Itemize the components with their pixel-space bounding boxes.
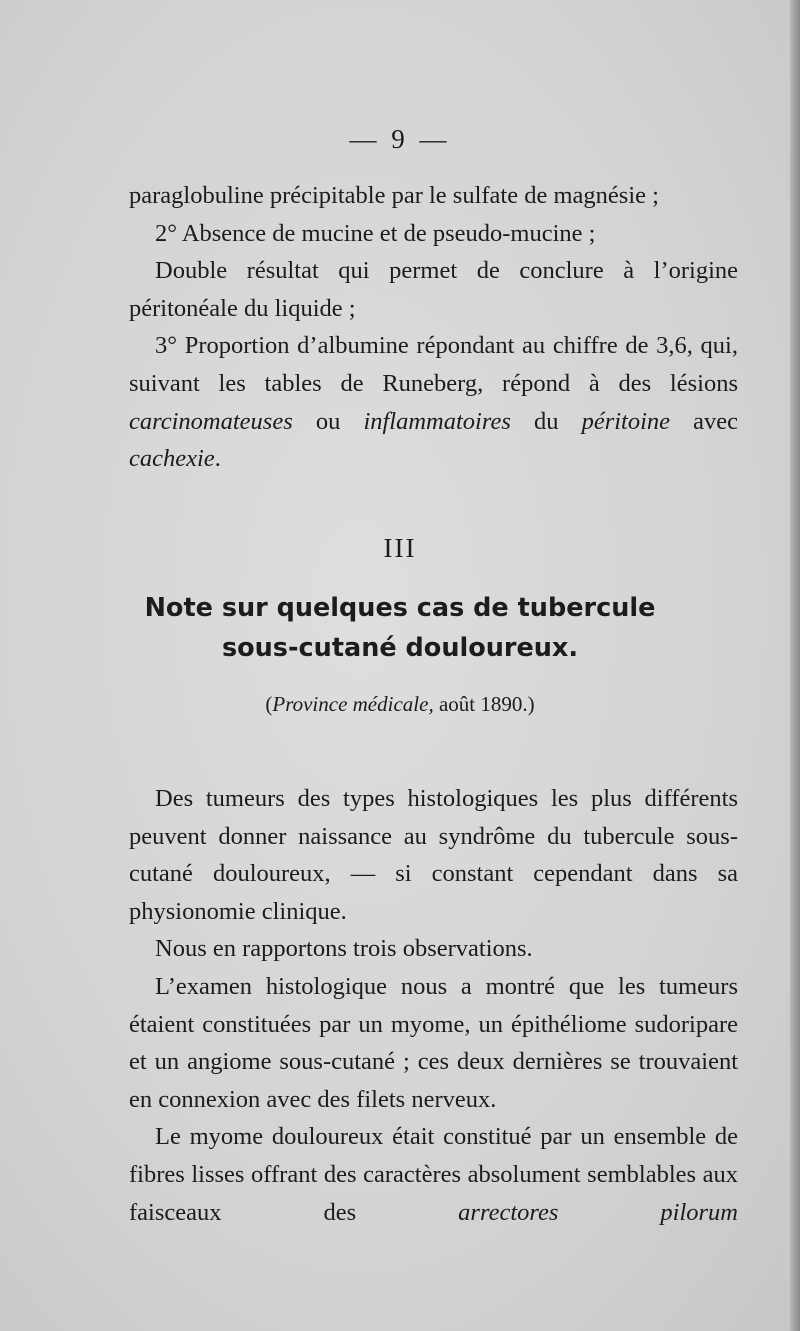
italic-cachexie: cachexie bbox=[129, 445, 215, 473]
italic-inflammatoires: inflammatoires bbox=[363, 407, 511, 435]
paragraph-2: Nous en rapportons trois observations. bbox=[155, 935, 533, 963]
source-paren: ( bbox=[265, 692, 273, 716]
intro-line: paraglobuline précipitable par le sulfate de magnésie ; bbox=[129, 182, 659, 209]
item3-text-ou: ou bbox=[292, 407, 364, 435]
list-item-2: 2° Absence de mucine et de pseudo-mucine ; bbox=[155, 219, 596, 247]
page-number: — 9 — bbox=[349, 124, 451, 154]
item3-text-du: du bbox=[510, 407, 582, 435]
paragraph-4-text: Le myome douloureux était constitué par un ensemble de fibres lisses offrant des caractères absolument semblables aux faisceaux des bbox=[129, 1123, 738, 1226]
item3-period: . bbox=[214, 445, 221, 473]
conclusion-paragraph: Double résultat qui permet de conclure à l’origine péritonéale du liquide ; bbox=[129, 257, 738, 322]
body-text bbox=[129, 780, 738, 1231]
italic-arrectores-pilorum: arrectores pilorum bbox=[458, 1198, 738, 1226]
item3-text: 3° Proportion d’albumine répondant au chiffre de 3,6, qui, suivant les tables de Runeberg, répond à des lésions bbox=[129, 332, 738, 397]
source-date: août 1890.) bbox=[433, 692, 535, 716]
italic-peritoine: péritoine bbox=[581, 407, 671, 435]
section-title bbox=[0, 588, 800, 668]
section-title-line-1: Note sur quelques cas de tubercule bbox=[144, 593, 656, 623]
paragraph-3: L’examen histologique nous a montré que les tumeurs étaient constituées par un myome, un épithéliome sudoripare et un angiome sous-cutané ; ces deux dernières se trouvaient en connexion avec des filets nerveux. bbox=[129, 972, 738, 1113]
section-numeral: III bbox=[383, 533, 417, 563]
source-citation bbox=[0, 692, 800, 717]
paragraph-4 bbox=[129, 1118, 738, 1231]
item3-text-avec: avec bbox=[670, 407, 739, 435]
section-title-line-2: sous-cutané douloureux. bbox=[221, 633, 579, 663]
source-journal: Province médicale, bbox=[272, 692, 434, 716]
list-item-3 bbox=[129, 327, 738, 477]
intro-text bbox=[129, 177, 738, 478]
italic-carcinomateuses: carcinomateuses bbox=[129, 407, 293, 435]
paragraph-1: Des tumeurs des types histologiques les plus différents peuvent donner naissance au syndrôme du tubercule sous-cutané douloureux, — si constant cependant dans sa physionomie clinique. bbox=[129, 785, 738, 925]
